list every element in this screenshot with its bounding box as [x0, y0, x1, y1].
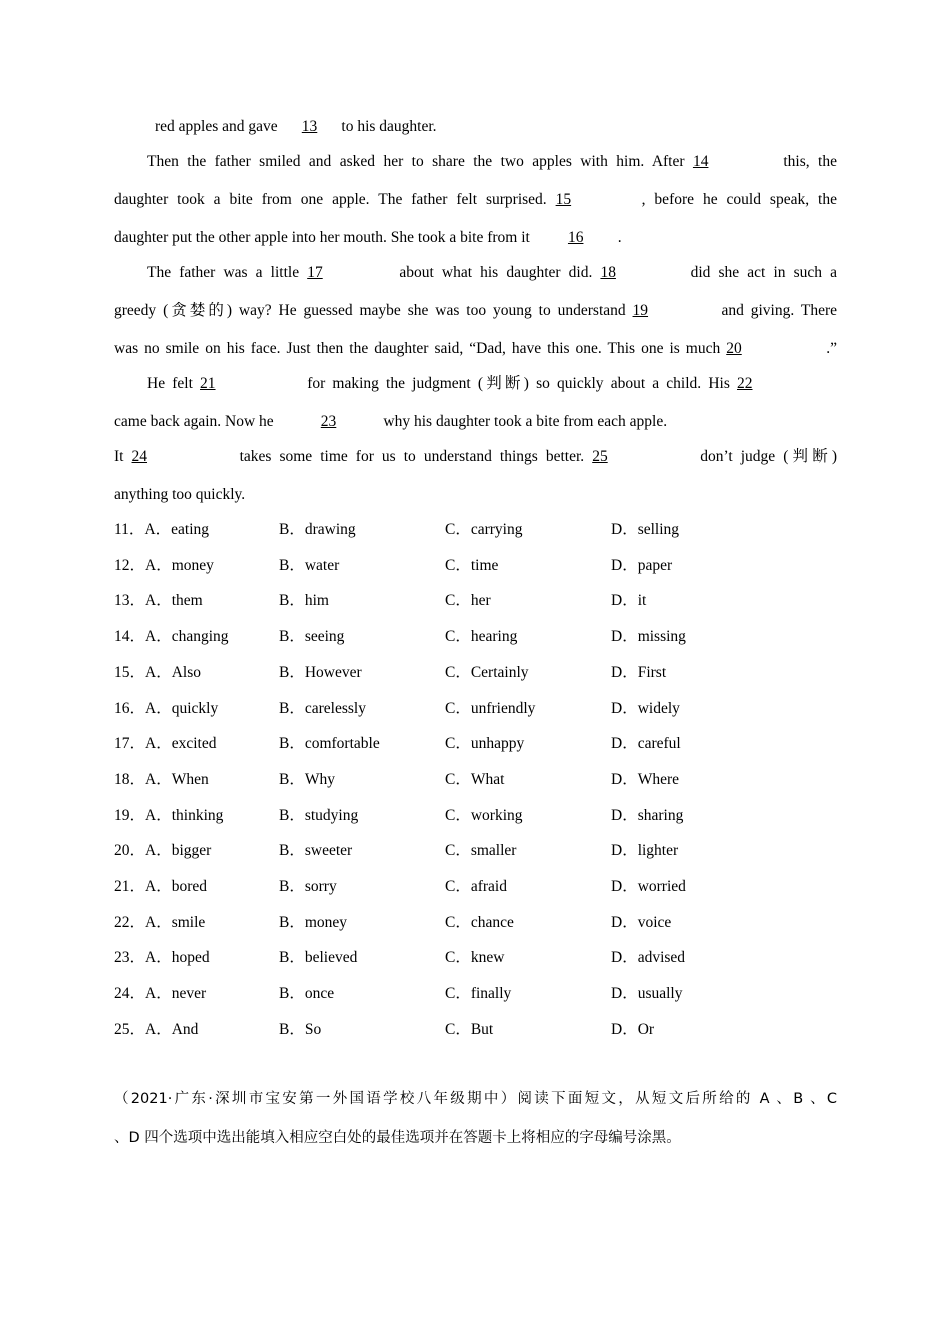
option-b: B．water	[279, 557, 340, 574]
option-b: B．sweeter	[279, 842, 353, 859]
blank-19: 19	[632, 302, 649, 319]
passage-line-7: was no smile on his face. Just then the daughter said, “Dad, have this one. This one is much 20 .”	[114, 340, 837, 357]
option-a: A．money	[145, 557, 214, 574]
option-c: C．What	[445, 771, 505, 788]
option-c: C．smaller	[445, 842, 517, 859]
option-a: A．thinking	[145, 807, 224, 824]
question-number: 23．	[114, 949, 146, 966]
blank-13: 13	[301, 118, 318, 135]
option-a: A．hoped	[145, 949, 210, 966]
option-d: D．sharing	[611, 807, 684, 824]
next-section-instructions-line-1: （2021·广东·深圳市宝安第一外国语学校八年级期中）阅读下面短文，从短文后所给的 A 、B 、C	[114, 1091, 837, 1107]
question-number: 17．	[114, 735, 146, 752]
question-number-and-option-a	[114, 1020, 198, 1040]
option-c: C．Certainly	[445, 664, 529, 681]
blank-22: 22	[737, 375, 753, 392]
option-b: B．However	[279, 664, 362, 681]
question-number-and-option-a	[114, 734, 216, 754]
question-row	[114, 591, 837, 611]
question-number-and-option-a	[114, 591, 203, 611]
question-number: 18．	[114, 771, 146, 788]
option-b: B．sorry	[279, 878, 337, 895]
passage-line-2: Then the father smiled and asked her to share the two apples with him. After 14 this, the	[147, 153, 837, 170]
option-d: D．missing	[611, 628, 686, 645]
question-row	[114, 913, 837, 933]
question-row	[114, 556, 837, 576]
option-c: C．unhappy	[445, 735, 525, 752]
question-number: 16．	[114, 700, 146, 717]
option-b: B．him	[279, 592, 329, 609]
passage-line-6: greedy (贪婪的) way? He guessed maybe she was too young to understand 19 and giving. There	[114, 302, 837, 319]
question-number-and-option-a	[114, 627, 229, 647]
option-a: A．quickly	[145, 700, 219, 717]
question-number: 14．	[114, 628, 146, 645]
question-number: 21．	[114, 878, 146, 895]
question-number: 24．	[114, 985, 146, 1002]
blank-15: 15	[555, 191, 572, 208]
option-a: A．When	[145, 771, 209, 788]
option-d: D．First	[611, 664, 667, 681]
option-d: D．usually	[611, 985, 683, 1002]
option-d: D．it	[611, 592, 647, 609]
option-d: D．voice	[611, 914, 672, 931]
blank-25: 25	[592, 448, 608, 465]
option-b: B．seeing	[279, 628, 345, 645]
option-c: C．chance	[445, 914, 514, 931]
option-c: C．But	[445, 1021, 494, 1038]
question-number-and-option-a	[114, 948, 210, 968]
blank-17: 17	[307, 264, 323, 281]
option-b: B．money	[279, 914, 348, 931]
option-a: A．them	[145, 592, 203, 609]
question-number-and-option-a	[114, 699, 218, 719]
option-b: B．once	[279, 985, 335, 1002]
question-number: 12．	[114, 557, 146, 574]
option-c: C．afraid	[445, 878, 507, 895]
option-a: A．bored	[145, 878, 208, 895]
question-row	[114, 877, 837, 897]
blank-14: 14	[692, 153, 709, 170]
question-row	[114, 699, 837, 719]
passage-line-9: came back again. Now he 23 why his daughter took a bite from each apple.	[114, 413, 668, 430]
option-a: A．eating	[144, 521, 210, 538]
question-number: 19．	[114, 807, 146, 824]
option-c: C．carrying	[445, 521, 523, 538]
blank-21: 21	[200, 375, 216, 392]
question-row	[114, 770, 837, 790]
option-d: D．Where	[611, 771, 679, 788]
question-number-and-option-a	[114, 984, 206, 1004]
question-number-and-option-a	[114, 520, 209, 540]
question-row	[114, 841, 837, 861]
option-d: D．widely	[611, 700, 680, 717]
option-b: B．studying	[279, 807, 359, 824]
option-b: B．believed	[279, 949, 358, 966]
question-number: 25．	[114, 1021, 146, 1038]
question-number-and-option-a	[114, 913, 205, 933]
option-c: C．time	[445, 557, 499, 574]
blank-18: 18	[600, 264, 616, 281]
option-c: C．knew	[445, 949, 505, 966]
option-c: C．hearing	[445, 628, 518, 645]
question-row	[114, 948, 837, 968]
question-number-and-option-a	[114, 806, 223, 826]
option-d: D．selling	[611, 521, 680, 538]
option-d: D．lighter	[611, 842, 679, 859]
option-b: B．Why	[279, 771, 335, 788]
passage-line-11: anything too quickly.	[114, 486, 246, 503]
option-d: D．careful	[611, 735, 681, 752]
option-b: B．So	[279, 1021, 322, 1038]
next-section-instructions-line-2: 、D 四个选项中选出能填入相应空白处的最佳选项并在答题卡上将相应的字母编号涂黑。	[114, 1130, 681, 1146]
question-number: 22．	[114, 914, 146, 931]
question-row	[114, 734, 837, 754]
option-d: D．worried	[611, 878, 686, 895]
question-number-and-option-a	[114, 770, 209, 790]
blank-16: 16	[567, 229, 584, 246]
question-number-and-option-a	[114, 663, 201, 683]
option-a: A．And	[145, 1021, 199, 1038]
question-row	[114, 627, 837, 647]
option-b: B．drawing	[279, 521, 356, 538]
question-row	[114, 984, 837, 1004]
blank-20: 20	[726, 340, 742, 357]
question-row	[114, 663, 837, 683]
passage-line-5: The father was a little 17 about what his daughter did. 18 did she act in such a	[147, 264, 838, 281]
question-number: 13．	[114, 592, 146, 609]
option-b: B．comfortable	[279, 735, 380, 752]
option-b: B．carelessly	[279, 700, 366, 717]
option-a: A．never	[145, 985, 207, 1002]
passage-line-4: daughter put the other apple into her mouth. She took a bite from it 16 .	[114, 229, 622, 246]
passage-line-1: red apples and gave 13 to his daughter.	[155, 118, 437, 135]
option-a: A．changing	[145, 628, 229, 645]
question-row	[114, 806, 837, 826]
option-a: A．excited	[145, 735, 217, 752]
option-a: A．smile	[145, 914, 206, 931]
option-d: D．paper	[611, 557, 673, 574]
passage-line-8: He felt 21 for making the judgment (判断) so quickly about a child. His 22	[147, 374, 837, 394]
option-d: D．Or	[611, 1021, 655, 1038]
passage-line-10: It 24 takes some time for us to understand things better. 25 don’t judge (判断)	[114, 448, 838, 465]
option-c: C．working	[445, 807, 523, 824]
option-d: D．advised	[611, 949, 686, 966]
blank-23: 23	[320, 413, 337, 430]
blank-24: 24	[131, 448, 148, 465]
option-a: A．Also	[145, 664, 201, 681]
question-number: 20．	[114, 842, 146, 859]
question-number: 11．	[114, 521, 145, 538]
passage-line-3: daughter took a bite from one apple. The father felt surprised. 15 , before he could speak, the	[114, 191, 837, 208]
option-c: C．her	[445, 592, 491, 609]
question-number: 15．	[114, 664, 146, 681]
question-number-and-option-a	[114, 841, 211, 861]
option-a: A．bigger	[145, 842, 212, 859]
question-row	[114, 1020, 837, 1040]
option-c: C．finally	[445, 985, 512, 1002]
question-number-and-option-a	[114, 877, 207, 897]
question-row	[114, 520, 837, 540]
option-c: C．unfriendly	[445, 700, 536, 717]
question-number-and-option-a	[114, 556, 214, 576]
